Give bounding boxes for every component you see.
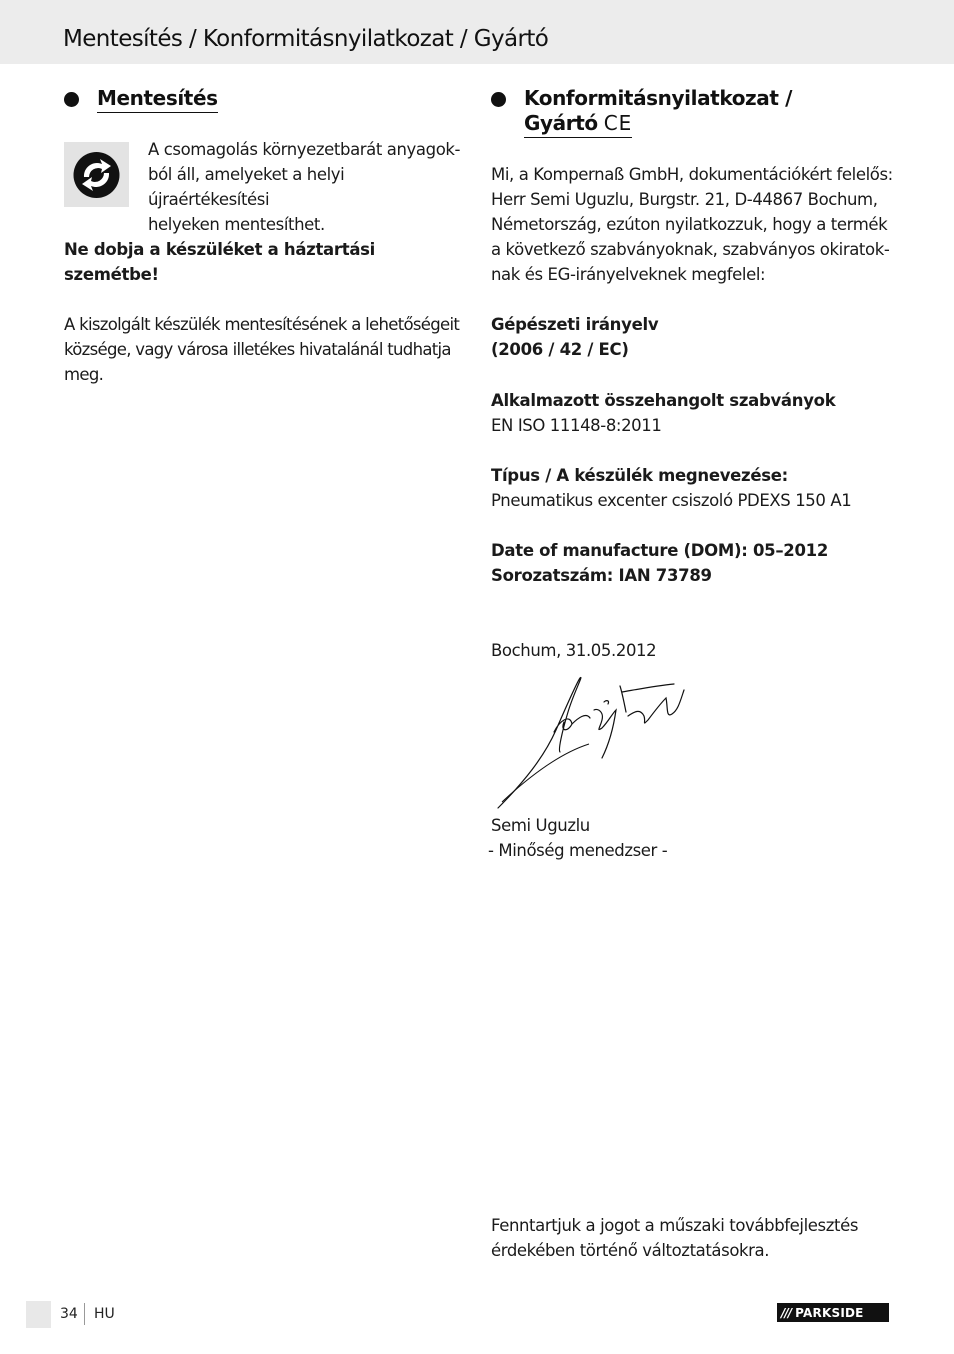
- serial-number: Sorozatszám: IAN 73789: [491, 566, 712, 585]
- type-value: Pneumatikus excenter csiszoló PDEXS 150 A1: [491, 491, 852, 510]
- brand-slashes: ///: [781, 1305, 792, 1320]
- green-dot-recycling-icon: [64, 142, 129, 207]
- heading-conformity-line2: Gyártó: [524, 111, 598, 135]
- footer-divider: [84, 1303, 85, 1325]
- place-date: Bochum, 31.05.2012: [491, 641, 657, 660]
- page-number: 34: [60, 1306, 78, 1322]
- date-of-manufacture: Date of manufacture (DOM): 05–2012: [491, 541, 829, 560]
- language-code: HU: [94, 1306, 115, 1322]
- heading-conformity-line1: Konformitásnyilatkozat /: [524, 86, 792, 110]
- parkside-logo: [777, 1303, 889, 1322]
- standards-label: Alkalmazott összehangolt szabványok: [491, 391, 836, 410]
- disposal-warning: Ne dobja a készüléket a háztartási szemétbe!: [64, 240, 376, 284]
- conformity-intro: Mi, a Kompernaß GmbH, dokumentációkért felelős: Herr Semi Uguzlu, Burgstr. 21, D-44867 Bochum, Németország, ezúton nyilatkozzuk, hogy a termék a következő szabványoknak, szabványos okiratok- nak és EG-irányelveknek megfelel:: [491, 165, 893, 284]
- ce-mark-icon: CE: [603, 111, 633, 135]
- heading-disposal-text: Mentesítés: [97, 86, 218, 113]
- packaging-text: A csomagolás környezetbarát anyagok- ból áll, amelyeket a helyi újraértékesítési helyeken mentesíthet.: [148, 140, 461, 234]
- brand-name: PARKSIDE: [795, 1305, 864, 1320]
- machinery-directive-label: Gépészeti irányelv (2006 / 42 / EC): [491, 315, 659, 359]
- signer-name: Semi Uguzlu: [491, 816, 590, 835]
- bullet-icon: [491, 92, 506, 107]
- reservation-note: Fenntartjuk a jogot a műszaki továbbfejlesztés érdekében történő változtatásokra.: [491, 1216, 859, 1260]
- standards-value: EN ISO 11148-8:2011: [491, 416, 662, 435]
- footer-box: [26, 1301, 51, 1328]
- disposal-text: A kiszolgált készülék mentesítésének a lehetőségeit községe, vagy városa illetékes hivatalánál tudhatja meg.: [64, 315, 460, 384]
- section-heading-conformity: [491, 86, 792, 138]
- bullet-icon: [64, 92, 79, 107]
- signer-role: - Minőség menedzser -: [488, 841, 668, 860]
- signature-image: [494, 672, 694, 812]
- page-title: Mentesítés / Konformitásnyilatkozat / Gyártó: [63, 26, 549, 52]
- section-heading-disposal: [64, 86, 218, 113]
- type-label: Típus / A készülék megnevezése:: [491, 466, 788, 485]
